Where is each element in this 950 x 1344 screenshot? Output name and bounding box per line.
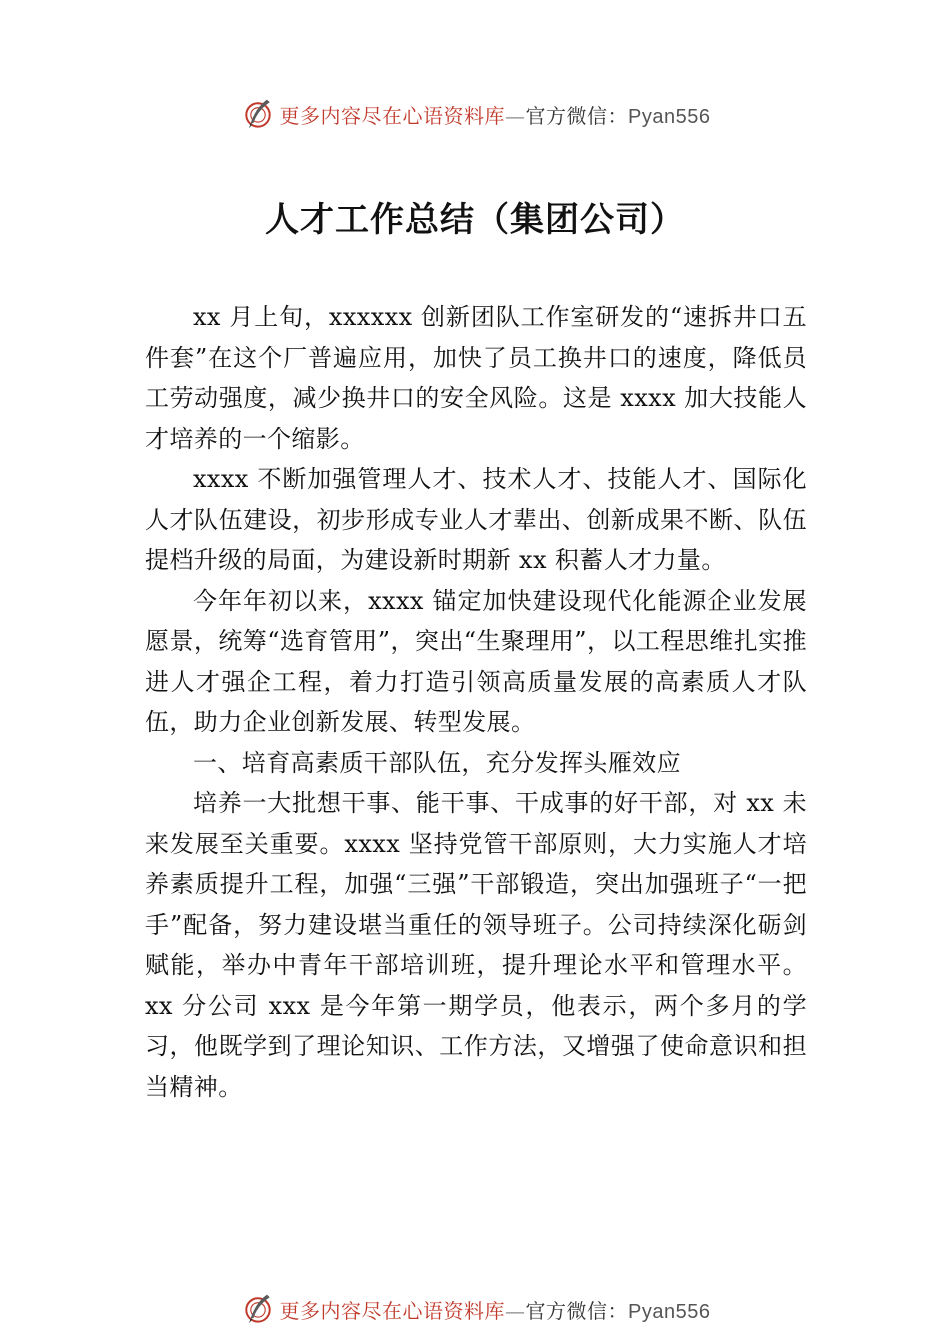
header-account: Pyan556 [628, 105, 711, 128]
quill-pen-seal-icon [240, 1291, 276, 1327]
document-title: 人才工作总结（集团公司） [265, 200, 685, 240]
section-heading: 一、培育高素质干部队伍，充分发挥头雁效应 [193, 748, 681, 777]
paragraph-2: xxxx 不断加强管理人才、技术人才、技能人才、国际化人才队伍建设，初步形成专业人才辈出、创新成果不断、队伍提档升级的局面，为建设新时期新 xx 积蓄人才力量。 [145, 465, 807, 574]
quill-pen-seal-icon [240, 96, 276, 132]
paragraph-1: xx 月上旬，xxxxxx 创新团队工作室研发的“速拆井口五件套”在这个厂普遍应用，加快了员工换井口的速度，降低员工劳动强度，减少换井口的安全风险。这是 xxxx 加大技能人才培养的一个缩影。 [145, 303, 807, 453]
header-banner [0, 94, 950, 134]
footer-banner [0, 1289, 950, 1329]
footer-official-label: 官方微信： [525, 1298, 629, 1323]
header-dash: — [505, 103, 526, 128]
footer-dash: — [505, 1298, 526, 1323]
footer-account: Pyan556 [628, 1300, 711, 1323]
footer-brand: 更多内容尽在心语资料库 [279, 1298, 506, 1323]
header-official-label: 官方微信： [525, 103, 629, 128]
header-brand: 更多内容尽在心语资料库 [279, 103, 506, 128]
header-watermark-text [280, 100, 711, 129]
paragraph-3: 今年年初以来，xxxx 锚定加快建设现代化能源企业发展愿景，统筹“选育管用”，突出“生聚理用”，以工程思维扎实推进人才强企工程，着力打造引领高质量发展的高素质人才队伍，助力企业创新发展、转型发展。 [145, 586, 807, 736]
footer-watermark-text [280, 1295, 711, 1324]
section-paragraph-1: 培养一大批想干事、能干事、干成事的好干部，对 xx 未来发展至关重要。xxxx 坚持党管干部原则，大力实施人才培养素质提升工程，加强“三强”干部锻造，突出加强班子“一把手”配备，努力建设堪当重任的领导班子。公司持续深化砺剑赋能，举办中青年干部培训班，提升理论水平和管理水平。xx 分公司 xxx 是今年第一期学员，他表示，两个多月的学习，他既学到了理论知识、工作方法，又增强了使命意识和担当精神。 [145, 789, 807, 1101]
document-body [145, 297, 807, 1107]
